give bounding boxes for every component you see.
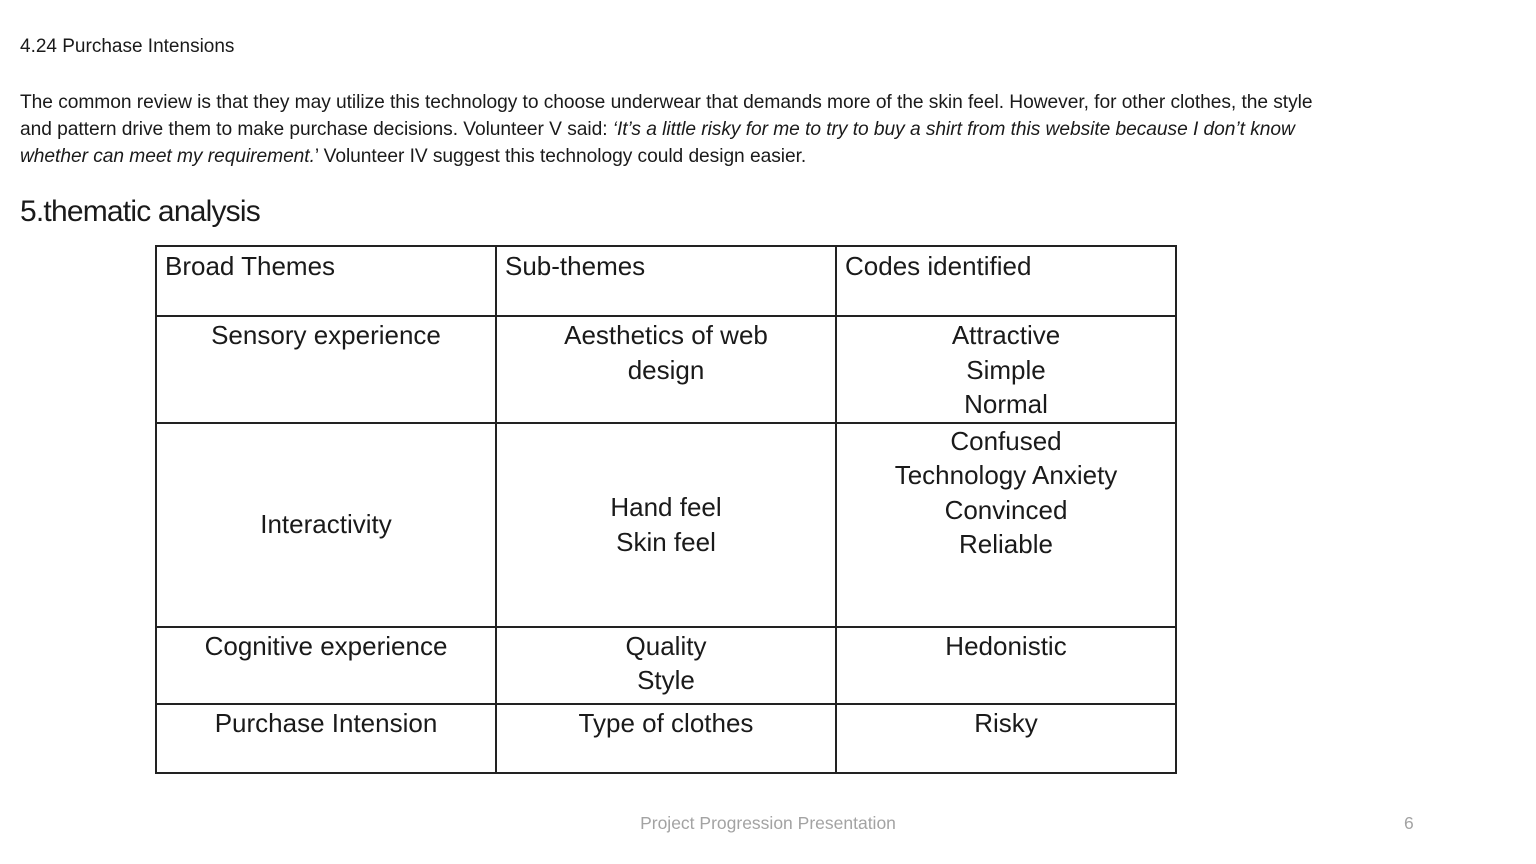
theme-cell: Sensory experience [156,316,496,423]
paragraph-line-1: The common review is that they may utilize this technology to choose underwear that demands more of the skin feel. However, for other clothes, the style [20,92,1313,113]
paragraph-line-2 [20,116,1520,143]
subtheme-item: design [627,354,705,385]
paragraph-line-3 [20,143,1520,170]
subtheme-item: Aesthetics of web [564,320,768,350]
subthemes-cell [496,704,836,773]
codes-cell [836,423,1176,627]
subtheme-item: Hand feel [610,492,722,522]
header-cell-broad-themes: Broad Themes [156,246,496,316]
code-item: Hedonistic [945,630,1067,661]
table-row [156,423,1176,627]
quote-text: whether can meet my requirement. [20,146,315,167]
code-item: Normal [964,389,1048,419]
code-item: Convinced [944,494,1068,525]
subthemes-cell [496,627,836,704]
table-row [156,316,1176,423]
footer-text: Project Progression Presentation [640,813,896,833]
code-item: Risky [974,707,1038,738]
code-item: Reliable [959,529,1053,559]
thematic-analysis-table [155,245,1177,774]
code-item: Confused [950,425,1062,456]
header-cell-sub-themes: Sub-themes [496,246,836,316]
section-title: 5.thematic analysis [20,195,260,228]
quote-text: ‘It’s a little risky for me to try to buy a shirt from this website because I don’t know [612,119,1295,140]
code-item: Attractive [951,320,1061,350]
paragraph-text: ’ Volunteer IV suggest this technology could design easier. [314,146,807,167]
codes-cell [836,316,1176,423]
code-item: Technology Anxiety [894,460,1118,490]
table-row [156,704,1176,773]
codes-cell [836,704,1176,773]
subthemes-cell [496,316,836,423]
subtheme-item: Quality [625,630,707,661]
codes-cell [836,627,1176,704]
subtheme-item: Style [637,665,695,695]
header-cell-codes: Codes identified [836,246,1176,316]
code-item: Simple [966,354,1046,385]
page-number: 6 [1404,813,1414,833]
paragraph-text: and pattern drive them to make purchase decisions. Volunteer V said: [20,119,613,140]
subtheme-item: Skin feel [616,526,716,557]
table-row [156,627,1176,704]
subheading: 4.24 Purchase Intensions [20,36,235,57]
subthemes-cell [496,423,836,627]
subtheme-item: Type of clothes [578,707,754,738]
theme-cell: Cognitive experience [156,627,496,704]
body-paragraph [20,89,1520,170]
theme-cell: Purchase Intension [156,704,496,773]
theme-cell: Interactivity [156,423,496,627]
table-header-row [156,246,1176,316]
